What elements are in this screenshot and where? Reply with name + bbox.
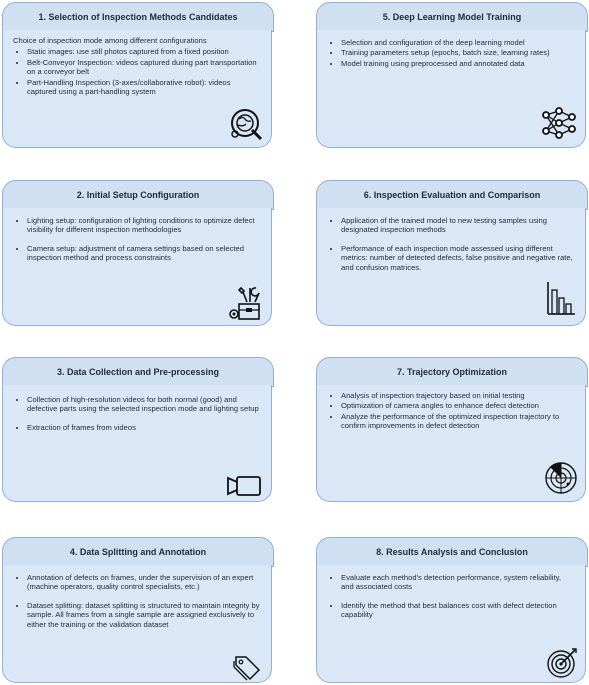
list-item: • Camera setup: adjustment of camera settings based on selected inspection method and process constraints	[27, 244, 261, 263]
card-title: 2. Initial Setup Configuration	[2, 180, 274, 210]
toolbox-icon	[228, 284, 264, 322]
card-title: 6. Inspection Evaluation and Comparison	[316, 180, 588, 210]
tags-icon	[232, 655, 262, 683]
radar-icon	[544, 461, 578, 495]
target-icon	[546, 647, 578, 679]
list-item: • Analysis of inspection trajectory based on initial testing	[341, 391, 575, 400]
list-item: • Annotation of defects on frames, under the supervision of an expert (machine operators, quality control specialists, etc.)	[27, 573, 261, 592]
list-item: • Evaluate each method's detection performance, system reliability, and associated costs	[341, 573, 575, 592]
card-title: 4. Data Splitting and Annotation	[2, 537, 274, 567]
list-item: • Extraction of frames from videos	[27, 423, 261, 432]
list-item: • Performance of each inspection mode assessed using different metrics: number of detected defects, false positive and negative rate, and confusion matrices.	[341, 244, 575, 272]
list-item: • Part-Handling Inspection (3-axes/collaborative robot): videos captured using a part-handling system	[27, 78, 261, 97]
card-intro: Choice of inspection mode among different configurations	[13, 36, 207, 45]
video-camera-icon	[226, 475, 262, 497]
list-item: • Training parameters setup (epochs, batch size, learning rates)	[341, 48, 575, 57]
list-item: • Application of the trained model to new testing samples using designated inspection methods	[341, 216, 575, 235]
list-item: • Analyze the performance of the optimized inspection trajectory to confirm improvements in defect detection	[341, 412, 575, 431]
list-item: • Static images: use still photos captured from a fixed position	[27, 47, 261, 56]
card-title: 5. Deep Learning Model Training	[316, 2, 588, 32]
card-title: 8. Results Analysis and Conclusion	[316, 537, 588, 567]
card-title: 1. Selection of Inspection Methods Candidates	[2, 2, 274, 32]
neural-network-icon	[541, 106, 577, 140]
list-item: • Belt-Conveyor Inspection: videos captured during part transportation on a conveyor belt	[27, 58, 261, 77]
list-item: • Dataset splitting: dataset splitting is structured to maintain integrity by sample. All frames from a single sample are assigned exclusively to either the training or the validation dataset	[27, 601, 261, 629]
list-item: • Lighting setup: configuration of lighting conditions to optimize defect visibility for different inspection methodologies	[27, 216, 261, 235]
list-item: • Model training using preprocessed and annotated data	[341, 59, 575, 68]
card-title: 3. Data Collection and Pre-processing	[2, 357, 274, 387]
bar-chart-icon	[546, 280, 576, 316]
card-title: 7. Trajectory Optimization	[316, 357, 588, 387]
list-item: • Selection and configuration of the deep learning model	[341, 38, 575, 47]
globe-gear-magnifier-icon	[228, 106, 264, 142]
list-item: • Collection of high-resolution videos for both normal (good) and defective parts using the selected inspection mode and lighting setup	[27, 395, 261, 414]
list-item: • Identify the method that best balances cost with defect detection capability	[341, 601, 575, 620]
list-item: • Optimization of camera angles to enhance defect detection	[341, 401, 575, 410]
